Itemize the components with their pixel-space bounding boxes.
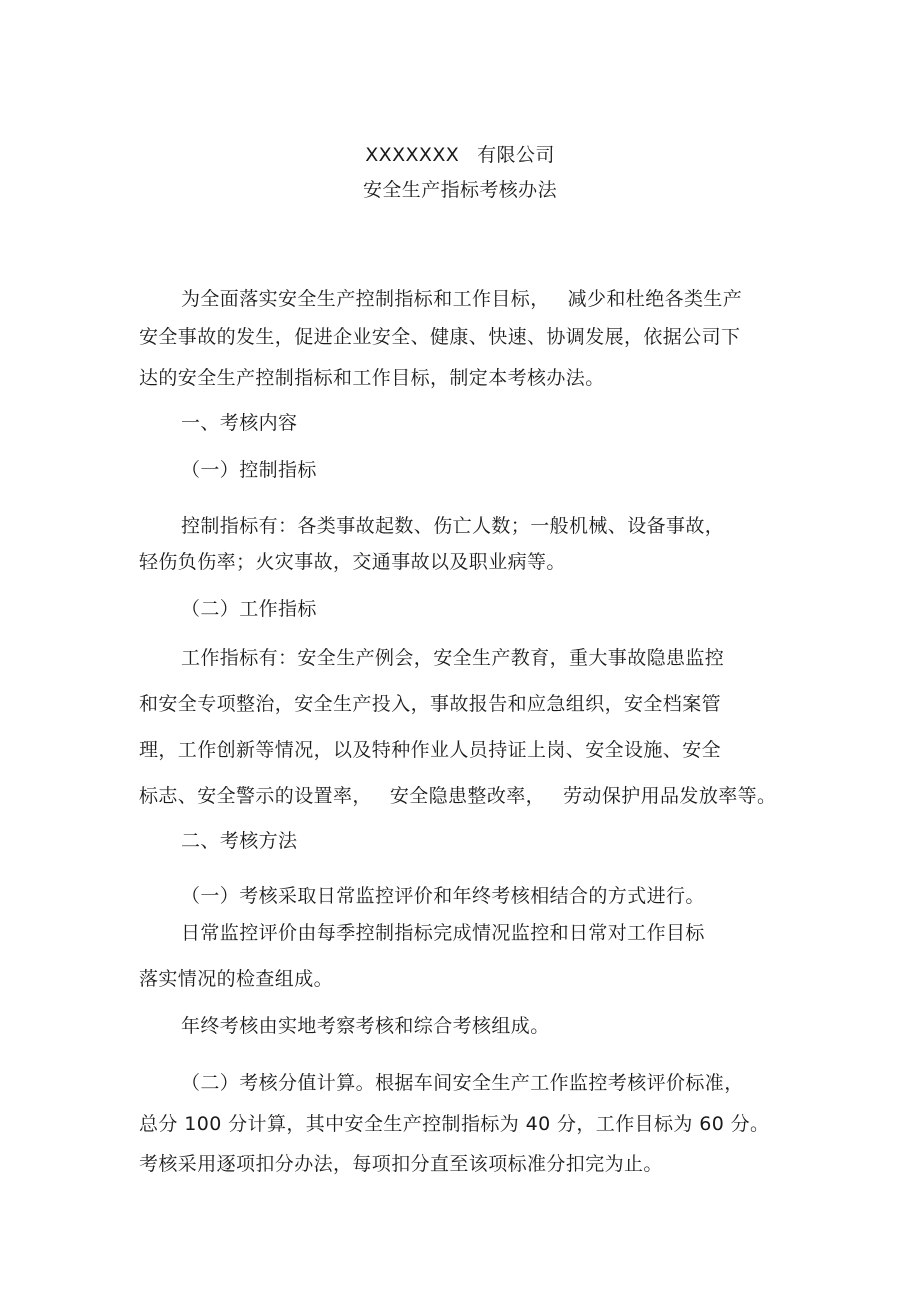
company-name	[0, 143, 920, 167]
intro-line-3: 达的安全生产控制指标和工作目标，制定本考核办法。	[139, 367, 605, 389]
work-indicators-line-3: 理，工作创新等情况，以及特种作业人员持证上岗、安全设施、安全	[139, 739, 722, 761]
score-line-3: 考核采用逐项扣分办法，每项扣分直至该项标准分扣完为止。	[139, 1153, 663, 1175]
score-line-2: 总分 100 分计算，其中安全生产控制指标为 40 分，工作目标为 60 分。	[139, 1113, 770, 1135]
control-indicators-line-2: 轻伤负伤率；火灾事故，交通事故以及职业病等。	[139, 551, 566, 573]
work-indicators-line-1: 工作指标有：安全生产例会，安全生产教育，重大事故隐患监控	[181, 647, 725, 669]
intro-line-1-part-a: 为全面落实安全生产控制指标和工作目标，	[181, 288, 550, 310]
method-line-1: （一）考核采取日常监控评价和年终考核相结合的方式进行。	[181, 885, 705, 907]
work-indicators-line-4	[139, 784, 776, 808]
method-line-2: 日常监控评价由每季控制指标完成情况监控和日常对工作目标	[181, 922, 705, 944]
control-indicators-line-1: 控制指标有：各类事故起数、伤亡人数；一般机械、设备事故，	[181, 515, 725, 537]
work-indicators-line-4-part-a: 标志、安全警示的设置率，	[139, 785, 372, 807]
work-indicators-line-4-part-b: 安全隐患整改率，	[389, 785, 546, 807]
method-line-3: 落实情况的检查组成。	[139, 968, 334, 990]
intro-line-2: 安全事故的发生，促进企业安全、健康、快速、协调发展，依据公司下	[139, 326, 741, 348]
intro-line-1-part-b: 减少和杜绝各类生产	[567, 288, 743, 310]
document-title: 安全生产指标考核办法	[362, 179, 557, 201]
section-1-heading: 一、考核内容	[181, 412, 298, 434]
method-line-4: 年终考核由实地考察考核和综合考核组成。	[181, 1015, 550, 1037]
company-code: XXXXXXX	[365, 144, 460, 166]
section-1-sub-1-heading: （一）控制指标	[181, 459, 317, 481]
company-suffix: 有限公司	[477, 144, 555, 166]
section-1-sub-2-heading: （二）工作指标	[181, 598, 317, 620]
work-indicators-line-4-part-c: 劳动保护用品发放率等。	[563, 785, 777, 807]
score-line-1: （二）考核分值计算。根据车间安全生产工作监控考核评价标准，	[181, 1072, 744, 1094]
work-indicators-line-2: 和安全专项整治，安全生产投入，事故报告和应急组织，安全档案管	[139, 693, 722, 715]
section-2-heading: 二、考核方法	[181, 830, 298, 852]
intro-line-1	[181, 287, 742, 311]
